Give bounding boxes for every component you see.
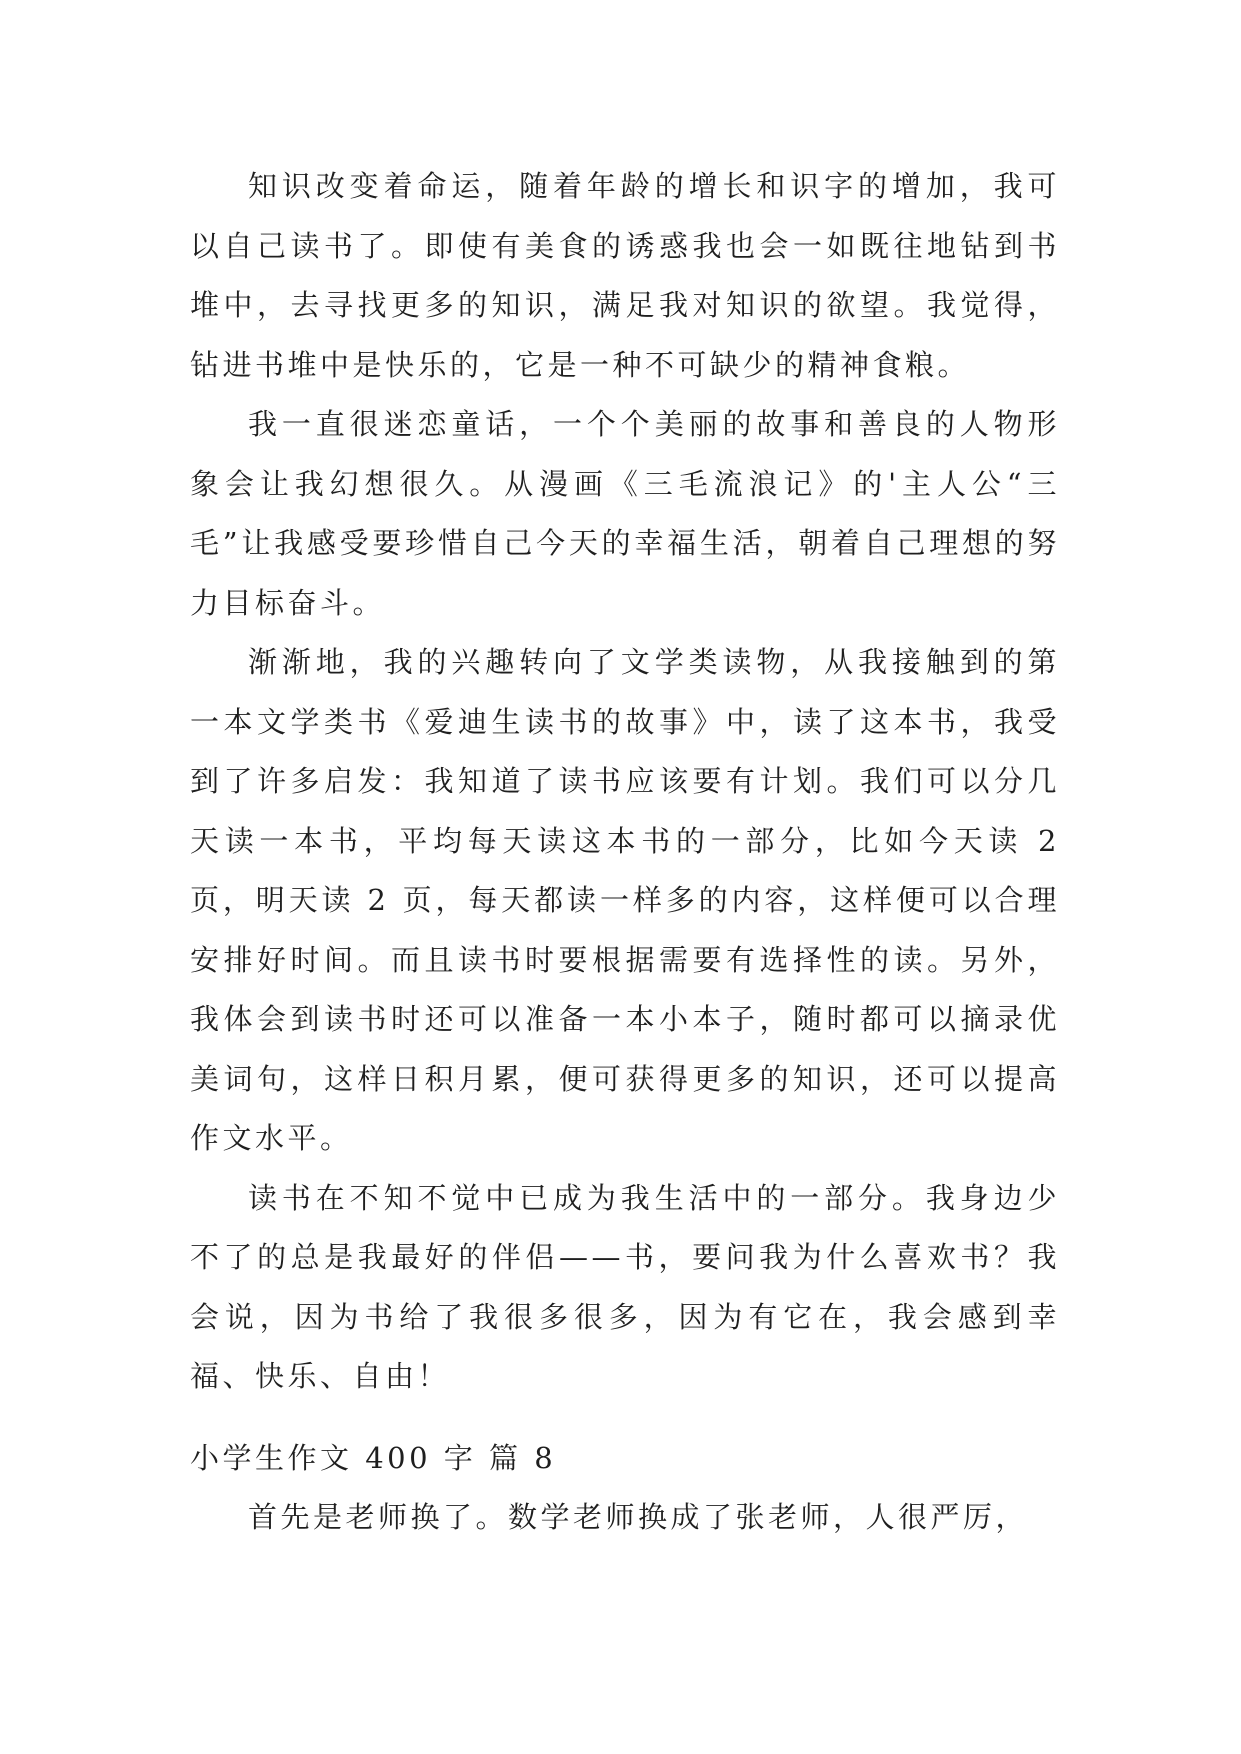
paragraph-4: 读书在不知不觉中已成为我生活中的一部分。我身边少不了的总是我最好的伴侣——书，要问我为什么喜欢书？我会说，因为书给了我很多很多，因为有它在，我会感到幸福、快乐、自由！	[190, 1180, 1060, 1393]
section-spacer	[190, 1407, 1060, 1429]
paragraph-2: 我一直很迷恋童话，一个个美丽的故事和善良的人物形象会让我幻想很久。从漫画《三毛流浪记》的'主人公“三毛”让我感受要珍惜自己今天的幸福生活，朝着自己理想的努力目标奋斗。	[190, 407, 1060, 620]
paragraph-1: 知识改变着命运，随着年龄的增长和识字的增加，我可以自己读书了。即使有美食的诱惑我也会一如既往地钻到书堆中，去寻找更多的知识，满足我对知识的欲望。我觉得，钻进书堆中是快乐的，它是一种不可缺少的精神食粮。	[190, 169, 1060, 382]
section-heading: 小学生作文 400 字 篇 8	[190, 1440, 557, 1475]
document-body	[190, 157, 1060, 1548]
paragraph-3: 渐渐地，我的兴趣转向了文学类读物，从我接触到的第一本文学类书《爱迪生读书的故事》中，读了这本书，我受到了许多启发：我知道了读书应该要有计划。我们可以分几天读一本书，平均每天读这本书的一部分，比如今天读 2 页，明天读 2 页，每天都读一样多的内容，这样便可以合理安排好时间。而且读书时要根据需要有选择性的读。另外，我体会到读书时还可以准备一本小本子，随时都可以摘录优美词句，这样日积月累，便可获得更多的知识，还可以提高作文水平。	[190, 645, 1060, 1155]
paragraph-5: 首先是老师换了。数学老师换成了张老师，人很严厉，	[248, 1500, 1029, 1534]
